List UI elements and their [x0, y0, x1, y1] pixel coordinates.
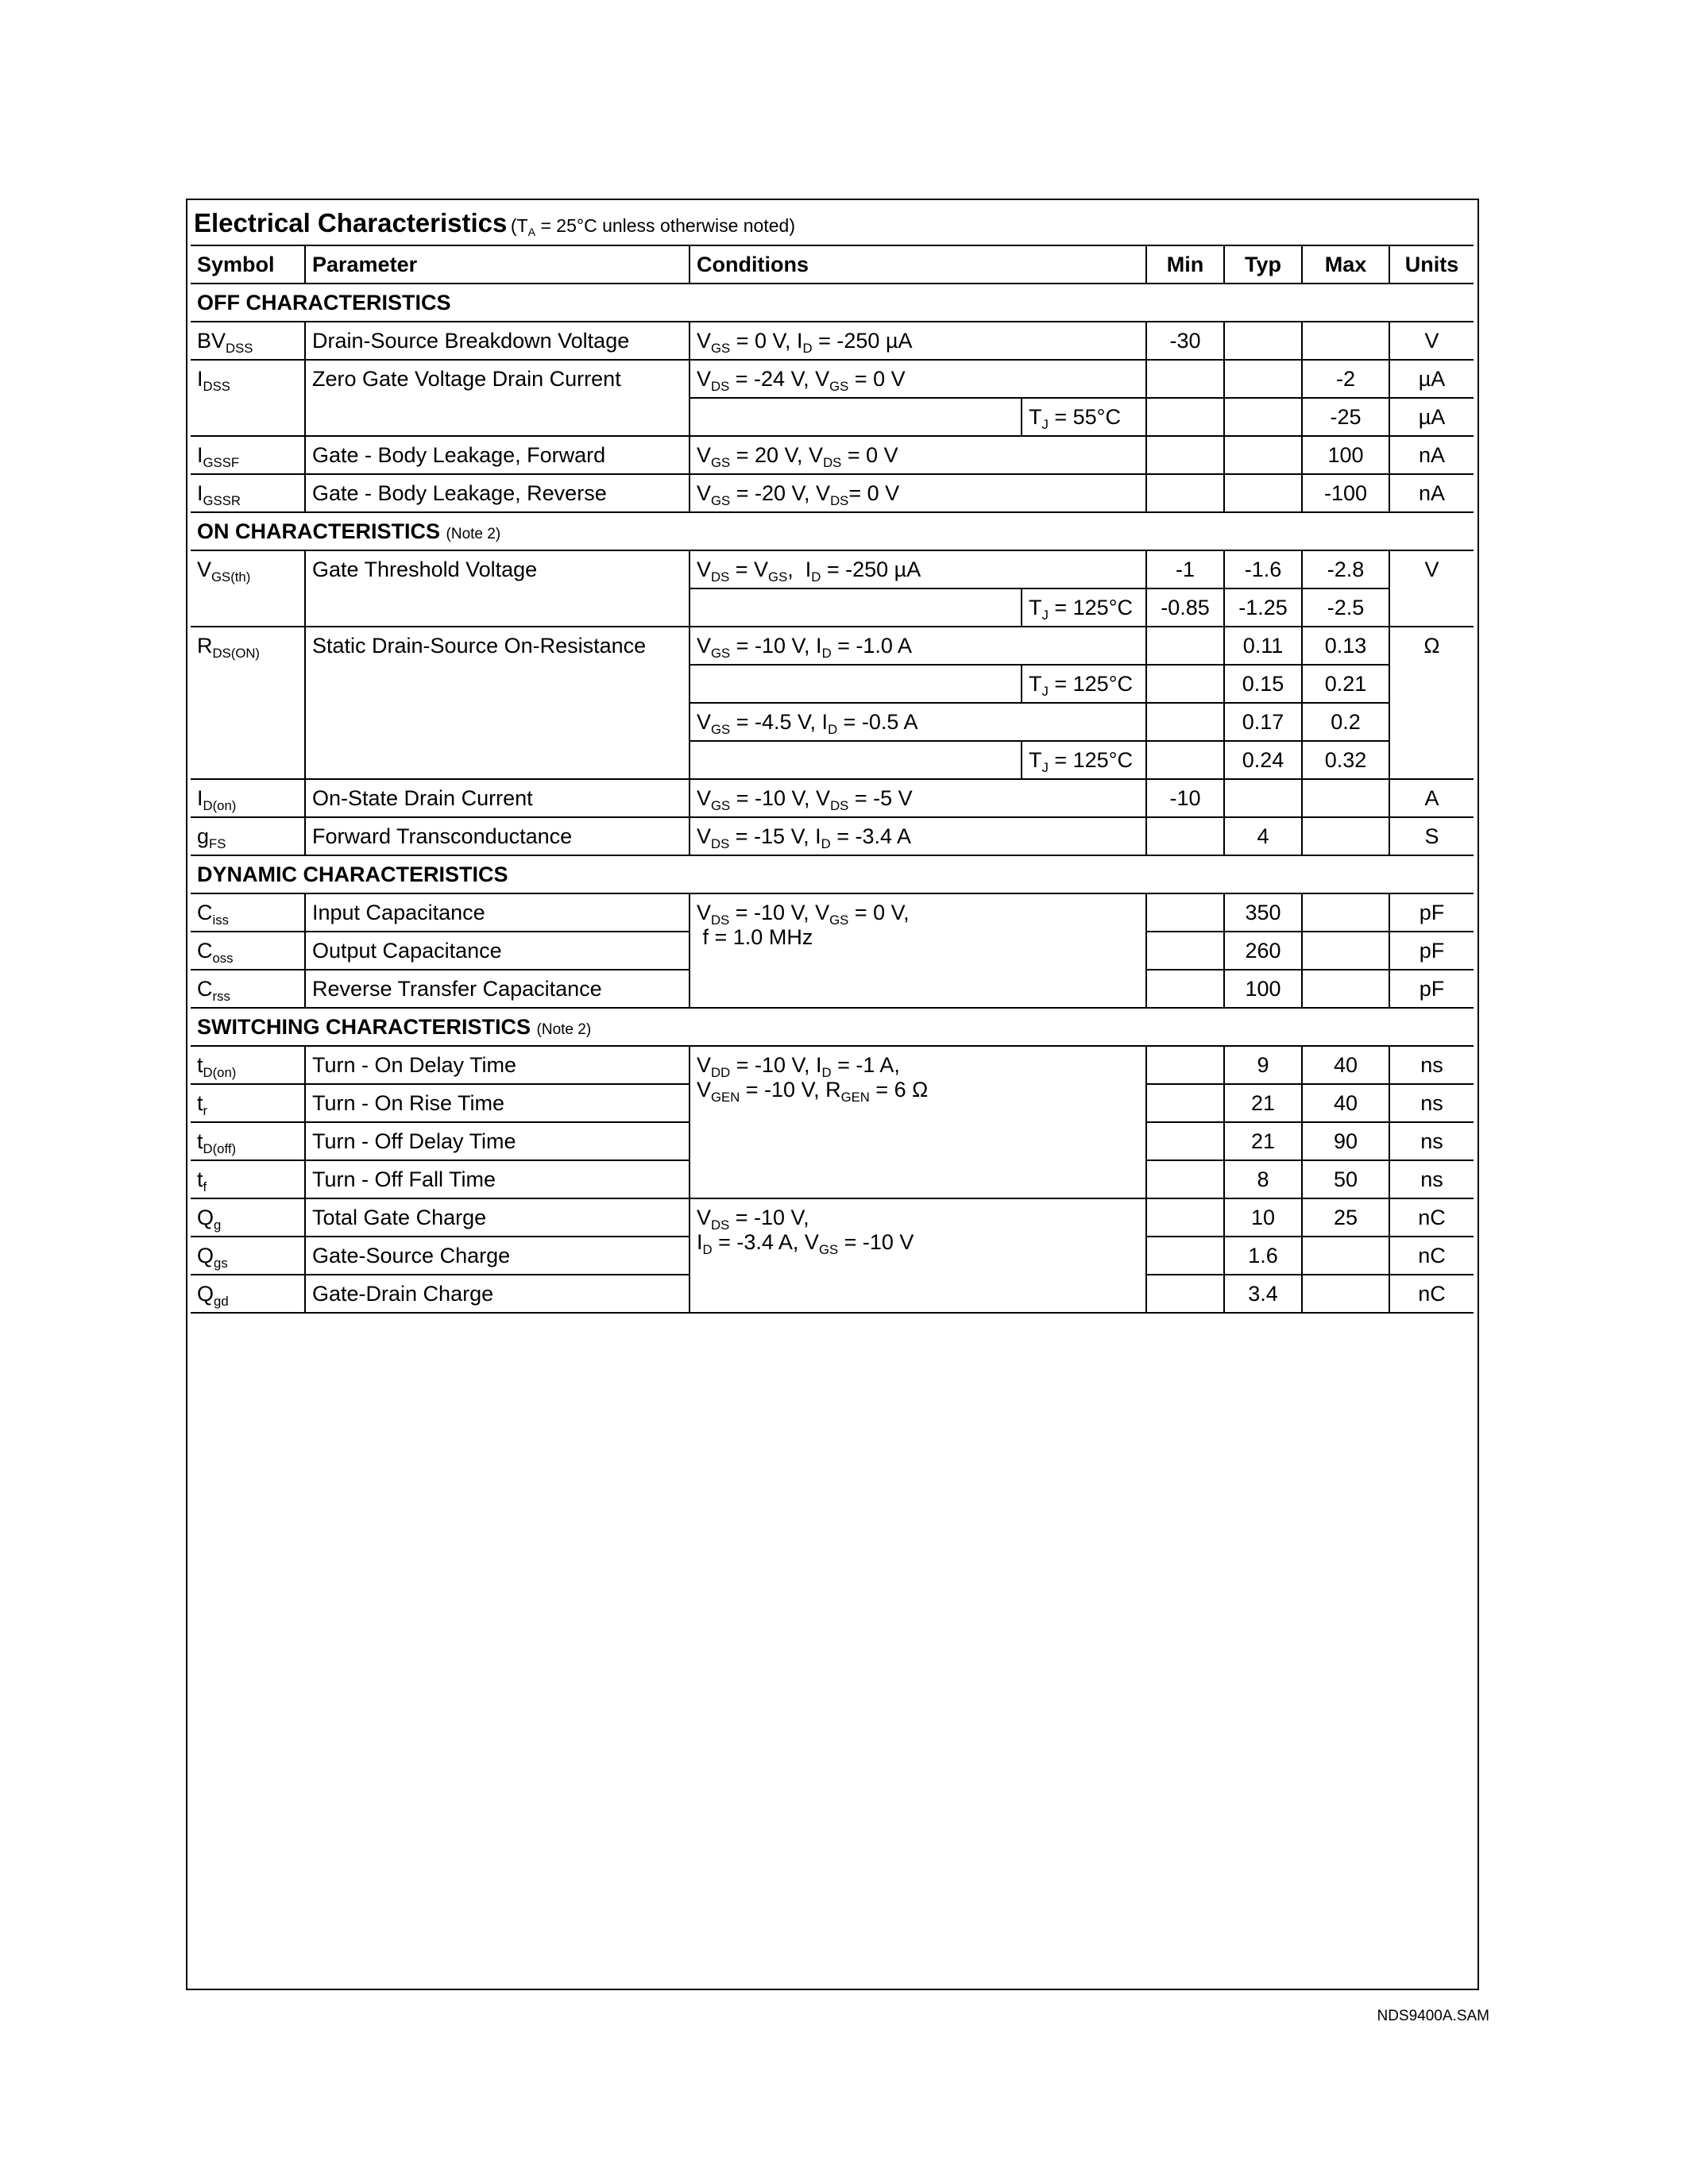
header-min: Min: [1146, 245, 1224, 284]
parameter: Gate - Body Leakage, Reverse: [305, 474, 689, 512]
units-value: nA: [1389, 474, 1474, 512]
max-value: [1302, 932, 1389, 970]
parameter: Static Drain-Source On-Resistance: [305, 627, 689, 779]
conditions: $V_{DS} = -15$ V, $I_D = -3.4$ A: [689, 817, 1146, 855]
symbol: $I_{GSSF}$: [191, 436, 305, 474]
typ-value: 3.4: [1224, 1275, 1302, 1313]
min-value: -1: [1146, 550, 1224, 588]
conditions: $V_{GS} = -4.5$ V, $I_D = -0.5$ A: [689, 703, 1146, 741]
typ-value: 1.6: [1224, 1237, 1302, 1275]
conditions-blank: [689, 665, 1022, 703]
max-value: [1302, 893, 1389, 932]
electrical-characteristics-frame: [186, 199, 1479, 1990]
max-value: 50: [1302, 1160, 1389, 1198]
typ-value: [1224, 779, 1302, 817]
typ-value: 350: [1224, 893, 1302, 932]
typ-value: -1.25: [1224, 588, 1302, 627]
units-value: pF: [1389, 970, 1474, 1008]
symbol: $Q_g$: [191, 1198, 305, 1237]
max-value: -2.5: [1302, 588, 1389, 627]
conditions: $V_{GS} = 0$ V, $I_D = -250$ µA: [689, 322, 1146, 360]
typ-value: [1224, 398, 1302, 436]
parameter: Gate-Source Charge: [305, 1237, 689, 1275]
min-value: [1146, 703, 1224, 741]
symbol: $C_{oss}$: [191, 932, 305, 970]
typ-value: [1224, 436, 1302, 474]
symbol: $g_{FS}$: [191, 817, 305, 855]
max-value: [1302, 1237, 1389, 1275]
parameter: Gate - Body Leakage, Forward: [305, 436, 689, 474]
section-dynamic: DYNAMIC CHARACTERISTICS: [191, 855, 1474, 893]
header-symbol: Symbol: [191, 245, 305, 284]
min-value: [1146, 970, 1224, 1008]
section-switching: SWITCHING CHARACTERISTICS (Note 2): [191, 1008, 1474, 1046]
units-value: pF: [1389, 893, 1474, 932]
symbol: $t_f$: [191, 1160, 305, 1198]
max-value: 0.2: [1302, 703, 1389, 741]
max-value: [1302, 817, 1389, 855]
min-value: [1146, 741, 1224, 779]
row-igssf: [191, 436, 1474, 474]
section-on: ON CHARACTERISTICS (Note 2): [191, 512, 1474, 550]
header-typ: Typ: [1224, 245, 1302, 284]
symbol: $BV_{DSS}$: [191, 322, 305, 360]
row-qg: [191, 1198, 1474, 1237]
units-value: ns: [1389, 1160, 1474, 1198]
max-value: 0.13: [1302, 627, 1389, 665]
typ-value: 10: [1224, 1198, 1302, 1237]
max-value: -2: [1302, 360, 1389, 398]
header-units: Units: [1389, 245, 1474, 284]
units-value: µA: [1389, 360, 1474, 398]
typ-value: 21: [1224, 1084, 1302, 1122]
max-value: [1302, 779, 1389, 817]
parameter: Input Capacitance: [305, 893, 689, 932]
symbol: $Q_{gd}$: [191, 1275, 305, 1313]
parameter: Total Gate Charge: [305, 1198, 689, 1237]
units-value: S: [1389, 817, 1474, 855]
typ-value: 8: [1224, 1160, 1302, 1198]
units-value: nA: [1389, 436, 1474, 474]
symbol: $Q_{gs}$: [191, 1237, 305, 1275]
parameter: On-State Drain Current: [305, 779, 689, 817]
symbol: $R_{DS(ON)}$: [191, 627, 305, 779]
symbol: $C_{rss}$: [191, 970, 305, 1008]
min-value: [1146, 665, 1224, 703]
header-max: Max: [1302, 245, 1389, 284]
units-value: Ω: [1389, 627, 1474, 779]
units-value: nC: [1389, 1237, 1474, 1275]
tj-condition: $T_J = 55^\circ C$: [1022, 398, 1146, 436]
max-value: -2.8: [1302, 550, 1389, 588]
units-value: nC: [1389, 1275, 1474, 1313]
row-vgsth: [191, 550, 1474, 588]
max-value: 0.21: [1302, 665, 1389, 703]
max-value: 90: [1302, 1122, 1389, 1160]
units-value: nC: [1389, 1198, 1474, 1237]
min-value: [1146, 893, 1224, 932]
title-main: Electrical Characteristics: [194, 208, 508, 237]
title-note: ($T_A = 25^\circ C$ unless otherwise noted): [510, 215, 795, 239]
min-value: [1146, 1237, 1224, 1275]
symbol: $C_{iss}$: [191, 893, 305, 932]
units-value: µA: [1389, 398, 1474, 436]
parameter: Turn - On Delay Time: [305, 1046, 689, 1084]
conditions-blank: [689, 398, 1022, 436]
max-value: 25: [1302, 1198, 1389, 1237]
units-value: ns: [1389, 1084, 1474, 1122]
table-title: [194, 208, 795, 238]
max-value: -25: [1302, 398, 1389, 436]
typ-value: 0.24: [1224, 741, 1302, 779]
units-value: A: [1389, 779, 1474, 817]
parameter: Gate-Drain Charge: [305, 1275, 689, 1313]
row-idon: [191, 779, 1474, 817]
typ-value: [1224, 322, 1302, 360]
tj-condition: $T_J = 125^\circ C$: [1022, 588, 1146, 627]
conditions: $V_{GS} = -10$ V, $V_{DS} = -5$ V: [689, 779, 1146, 817]
typ-value: [1224, 474, 1302, 512]
parameter: Drain-Source Breakdown Voltage: [305, 322, 689, 360]
row-igssr: [191, 474, 1474, 512]
conditions-blank: [689, 588, 1022, 627]
parameter: Turn - Off Fall Time: [305, 1160, 689, 1198]
min-value: [1146, 817, 1224, 855]
row-ciss: [191, 893, 1474, 932]
max-value: [1302, 970, 1389, 1008]
row-gfs: [191, 817, 1474, 855]
typ-value: [1224, 360, 1302, 398]
units-value: ns: [1389, 1122, 1474, 1160]
row-tdon: [191, 1046, 1474, 1084]
units-value: ns: [1389, 1046, 1474, 1084]
row-idss: [191, 360, 1474, 398]
symbol: $t_{D(off)}$: [191, 1122, 305, 1160]
units-value: V: [1389, 322, 1474, 360]
min-value: [1146, 1160, 1224, 1198]
parameter: Turn - On Rise Time: [305, 1084, 689, 1122]
symbol: $I_{DSS}$: [191, 360, 305, 436]
conditions: $V_{GS} = 20$ V, $V_{DS} = 0$ V: [689, 436, 1146, 474]
max-value: [1302, 1275, 1389, 1313]
typ-value: 0.17: [1224, 703, 1302, 741]
typ-value: 0.11: [1224, 627, 1302, 665]
symbol: $I_{GSSR}$: [191, 474, 305, 512]
min-value: [1146, 1046, 1224, 1084]
max-value: 40: [1302, 1084, 1389, 1122]
symbol: $V_{GS(th)}$: [191, 550, 305, 627]
min-value: [1146, 1198, 1224, 1237]
max-value: 40: [1302, 1046, 1389, 1084]
min-value: -0.85: [1146, 588, 1224, 627]
symbol: $t_r$: [191, 1084, 305, 1122]
parameter: Forward Transconductance: [305, 817, 689, 855]
header-row: [191, 245, 1474, 284]
header-conditions: Conditions: [689, 245, 1146, 284]
parameter: Zero Gate Voltage Drain Current: [305, 360, 689, 436]
units-value: pF: [1389, 932, 1474, 970]
conditions: $V_{GS} = -20$ V, $V_{DS}= 0$ V: [689, 474, 1146, 512]
conditions: $V_{DS} = -10$ V, $V_{GS} = 0$ V, f = 1.0 MHz: [689, 893, 1146, 1008]
parameter: Turn - Off Delay Time: [305, 1122, 689, 1160]
typ-value: 100: [1224, 970, 1302, 1008]
conditions: $V_{DS} = -10$ V, $I_D = -3.4$ A, $V_{GS} = -10$ V: [689, 1198, 1146, 1313]
parameter: Output Capacitance: [305, 932, 689, 970]
min-value: -10: [1146, 779, 1224, 817]
tj-condition: $T_J = 125^\circ C$: [1022, 741, 1146, 779]
conditions: $V_{DS} = -24$ V, $V_{GS} = 0$ V: [689, 360, 1146, 398]
typ-value: 4: [1224, 817, 1302, 855]
tj-condition: $T_J = 125^\circ C$: [1022, 665, 1146, 703]
min-value: [1146, 1084, 1224, 1122]
max-value: -100: [1302, 474, 1389, 512]
header-parameter: Parameter: [305, 245, 689, 284]
spec-table: [191, 245, 1474, 1314]
min-value: -30: [1146, 322, 1224, 360]
typ-value: 21: [1224, 1122, 1302, 1160]
conditions: $V_{DD} = -10$ V, $I_D = -1$ A, $V_{GEN} = -10$ V, $R_{GEN} = 6$ Ω: [689, 1046, 1146, 1198]
document-footer-code: NDS9400A.SAM: [1377, 2008, 1489, 2024]
min-value: [1146, 932, 1224, 970]
parameter: Gate Threshold Voltage: [305, 550, 689, 627]
row-rdson-1: [191, 627, 1474, 665]
max-value: 100: [1302, 436, 1389, 474]
max-value: [1302, 322, 1389, 360]
section-off: OFF CHARACTERISTICS: [191, 284, 1474, 322]
units-value: V: [1389, 550, 1474, 627]
min-value: [1146, 398, 1224, 436]
conditions-blank: [689, 741, 1022, 779]
max-value: 0.32: [1302, 741, 1389, 779]
conditions: $V_{GS} = -10$ V, $I_D = -1.0$ A: [689, 627, 1146, 665]
typ-value: 9: [1224, 1046, 1302, 1084]
symbol: $t_{D(on)}$: [191, 1046, 305, 1084]
min-value: [1146, 360, 1224, 398]
symbol: $I_{D(on)}$: [191, 779, 305, 817]
typ-value: 0.15: [1224, 665, 1302, 703]
min-value: [1146, 1275, 1224, 1313]
min-value: [1146, 1122, 1224, 1160]
min-value: [1146, 436, 1224, 474]
min-value: [1146, 627, 1224, 665]
typ-value: -1.6: [1224, 550, 1302, 588]
typ-value: 260: [1224, 932, 1302, 970]
row-bvdss: [191, 322, 1474, 360]
min-value: [1146, 474, 1224, 512]
parameter: Reverse Transfer Capacitance: [305, 970, 689, 1008]
conditions: $V_{DS} = V_{GS}$, $I_D = -250$ µA: [689, 550, 1146, 588]
